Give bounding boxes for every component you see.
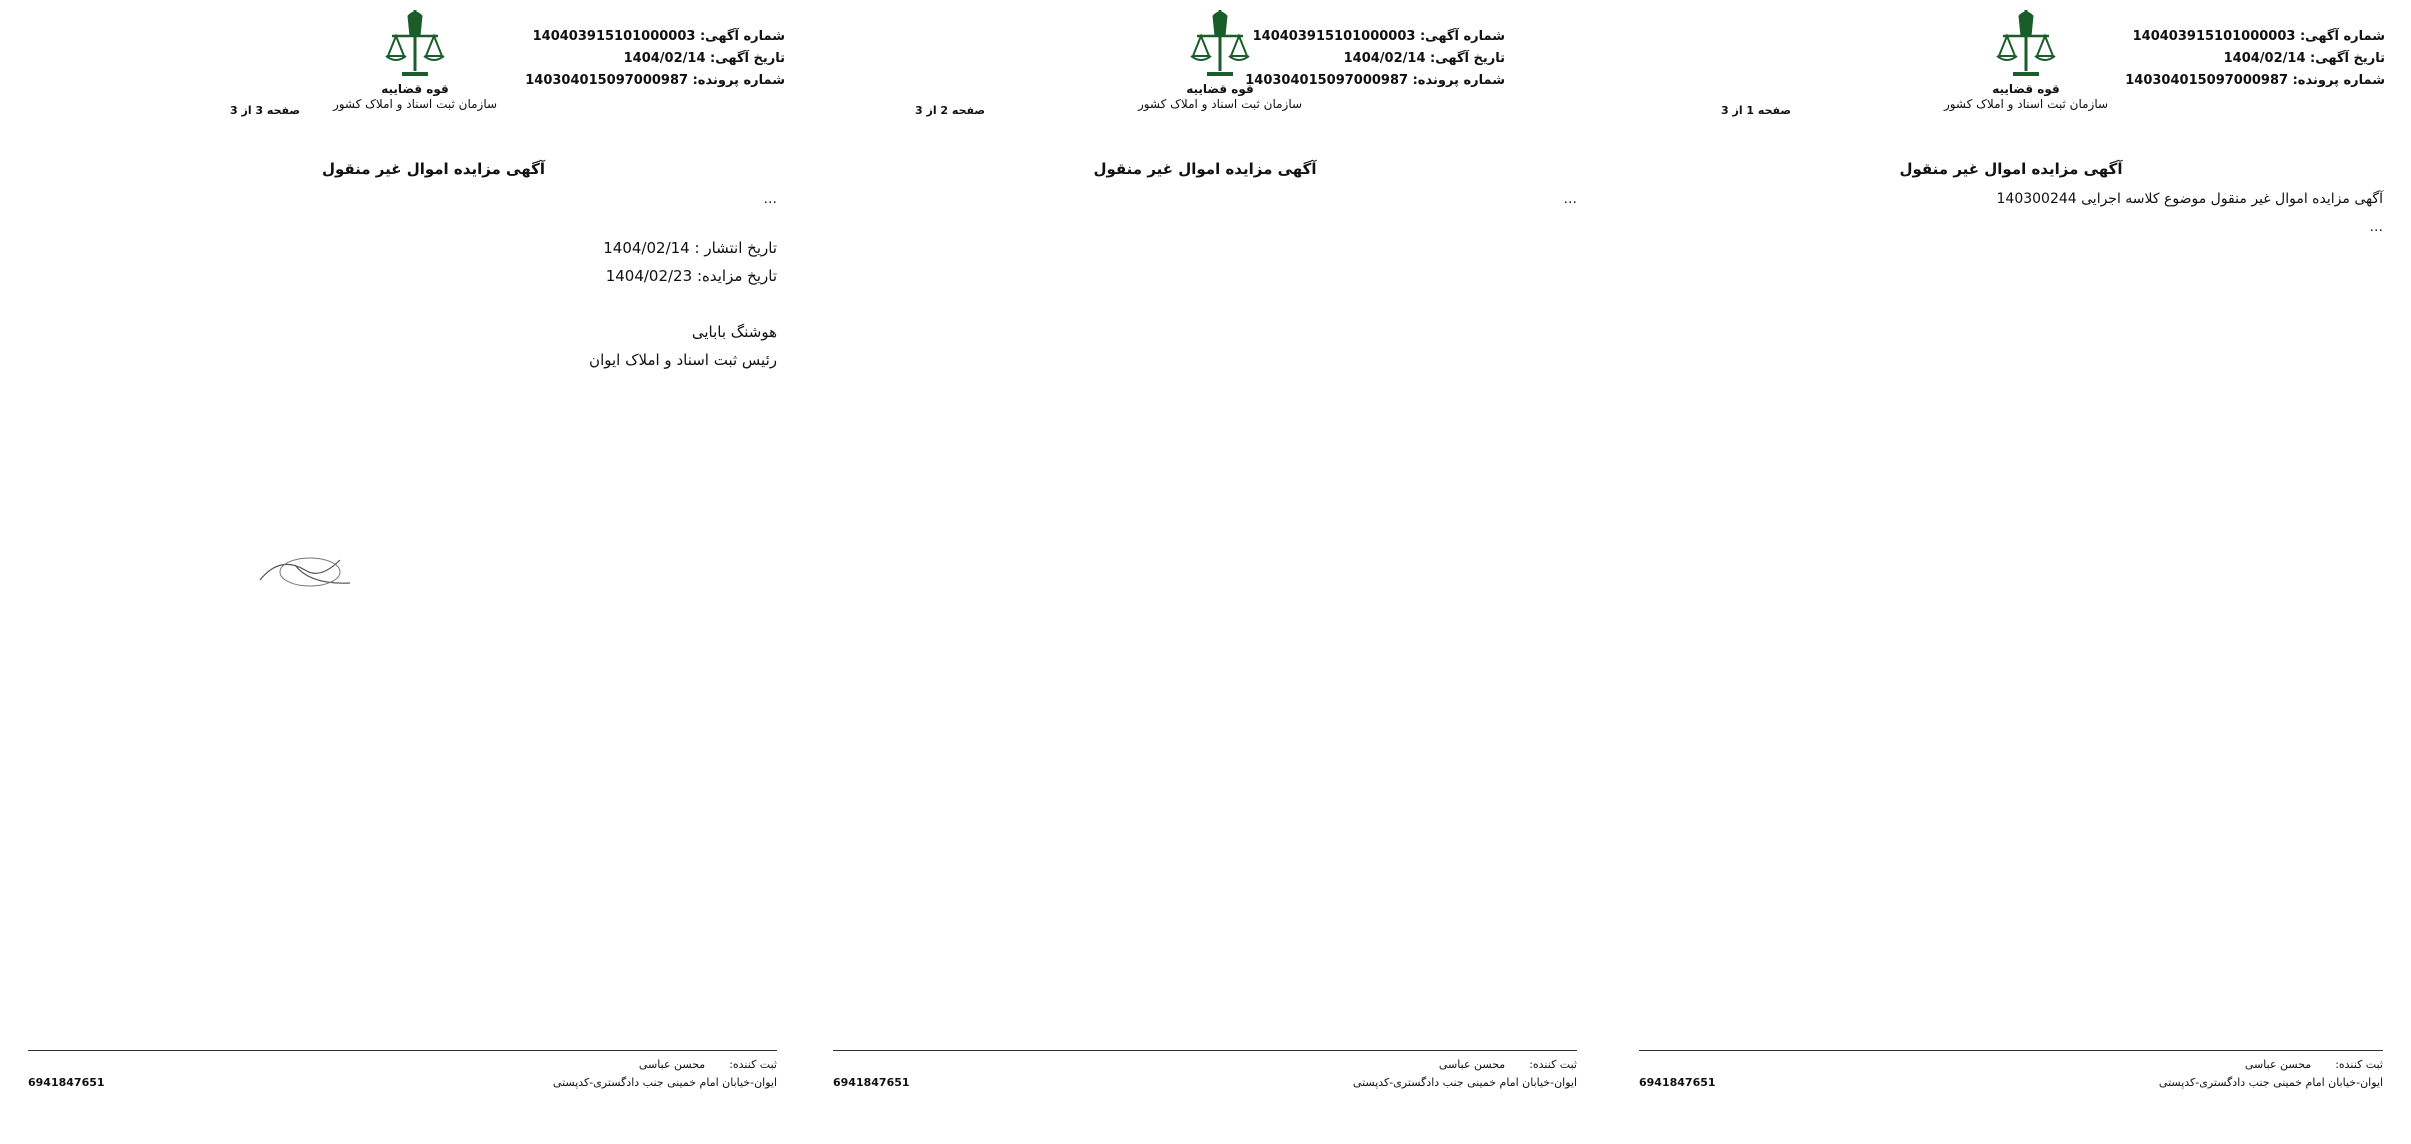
page-header: [1611, 0, 2411, 150]
meta-row: شماره پرونده: 140304015097000987: [525, 73, 785, 88]
meta-row: تاریخ آگهی: 1404/02/14: [1343, 51, 1505, 66]
registrar-name: محسن عباسی: [2244, 1058, 2312, 1071]
emblem-subtitle: سازمان ثبت اسناد و املاک کشور: [1137, 97, 1303, 111]
page-header: [0, 0, 805, 150]
notice-title: آگهی مزایده اموال غیر منقول: [1899, 160, 2123, 178]
registrar-label: ثبت کننده:: [1529, 1058, 1577, 1071]
page-footer: [833, 1050, 1577, 1092]
publish-date: تاریخ انتشار : 1404/02/14: [603, 239, 777, 258]
notice-meta: [525, 26, 785, 92]
notice-page-3: [0, 0, 805, 1144]
judiciary-emblem-icon: [1991, 6, 2061, 81]
notice-meta: [1245, 26, 1505, 92]
page-number: صفحه 1 از 3: [1721, 104, 1792, 117]
notice-body: …: [763, 191, 777, 207]
notice-body: …: [2369, 219, 2383, 235]
meta-row: شماره پرونده: 140304015097000987: [1245, 73, 1505, 88]
emblem-label: قوه قضاییه: [1992, 82, 2060, 96]
registrar-label: ثبت کننده:: [2335, 1058, 2383, 1071]
postal-code: 6941847651: [833, 1076, 910, 1089]
emblem-subtitle: سازمان ثبت اسناد و املاک کشور: [1943, 97, 2109, 111]
emblem-label: قوه قضاییه: [1186, 82, 1254, 96]
office-address: ایوان-خیابان امام خمینی جنب دادگستری-کدپستی: [2158, 1076, 2383, 1089]
notice-meta: [2125, 26, 2385, 92]
judiciary-emblem: [330, 6, 500, 112]
emblem-subtitle: سازمان ثبت اسناد و املاک کشور: [332, 97, 498, 111]
notice-page-2: [805, 0, 1605, 1144]
page-number: صفحه 3 از 3: [230, 104, 301, 117]
signature-stamp-icon: [250, 545, 360, 595]
meta-row: شماره پرونده: 140304015097000987: [2125, 73, 2385, 88]
office-address: ایوان-خیابان امام خمینی جنب دادگستری-کدپستی: [1352, 1076, 1577, 1089]
notice-subtitle: آگهی مزایده اموال غیر منقول موضوع کلاسه اجرایی 140300244: [1996, 191, 2383, 207]
meta-row: شماره آگهی: 140403915101000003: [2132, 29, 2385, 44]
meta-row: تاریخ آگهی: 1404/02/14: [623, 51, 785, 66]
registrar-name: محسن عباسی: [638, 1058, 706, 1071]
notice-dates: [28, 234, 777, 290]
meta-row: تاریخ آگهی: 1404/02/14: [2223, 51, 2385, 66]
postal-code: 6941847651: [28, 1076, 105, 1089]
signatory: [28, 318, 777, 374]
auction-date: تاریخ مزایده: 1404/02/23: [605, 267, 777, 286]
notice-title: آگهی مزایده اموال غیر منقول: [321, 160, 545, 178]
page-footer: [1639, 1050, 2383, 1092]
judiciary-emblem: [1941, 6, 2111, 112]
page-number: صفحه 2 از 3: [915, 104, 986, 117]
meta-row: شماره آگهی: 140403915101000003: [1252, 29, 1505, 44]
judiciary-emblem-icon: [380, 6, 450, 81]
notice-page-1: [1611, 0, 2411, 1144]
notice-title: آگهی مزایده اموال غیر منقول: [1093, 160, 1317, 178]
office-address: ایوان-خیابان امام خمینی جنب دادگستری-کدپستی: [552, 1076, 777, 1089]
signatory-title: رئیس ثبت اسناد و املاک ایوان: [589, 351, 777, 370]
signatory-name: هوشنگ بابایی: [691, 323, 777, 342]
notice-body: …: [1563, 191, 1577, 207]
page-footer: [28, 1050, 777, 1092]
registrar-label: ثبت کننده:: [729, 1058, 777, 1071]
page-header: [805, 0, 1605, 150]
emblem-label: قوه قضاییه: [381, 82, 449, 96]
meta-row: شماره آگهی: 140403915101000003: [532, 29, 785, 44]
postal-code: 6941847651: [1639, 1076, 1716, 1089]
registrar-name: محسن عباسی: [1438, 1058, 1506, 1071]
